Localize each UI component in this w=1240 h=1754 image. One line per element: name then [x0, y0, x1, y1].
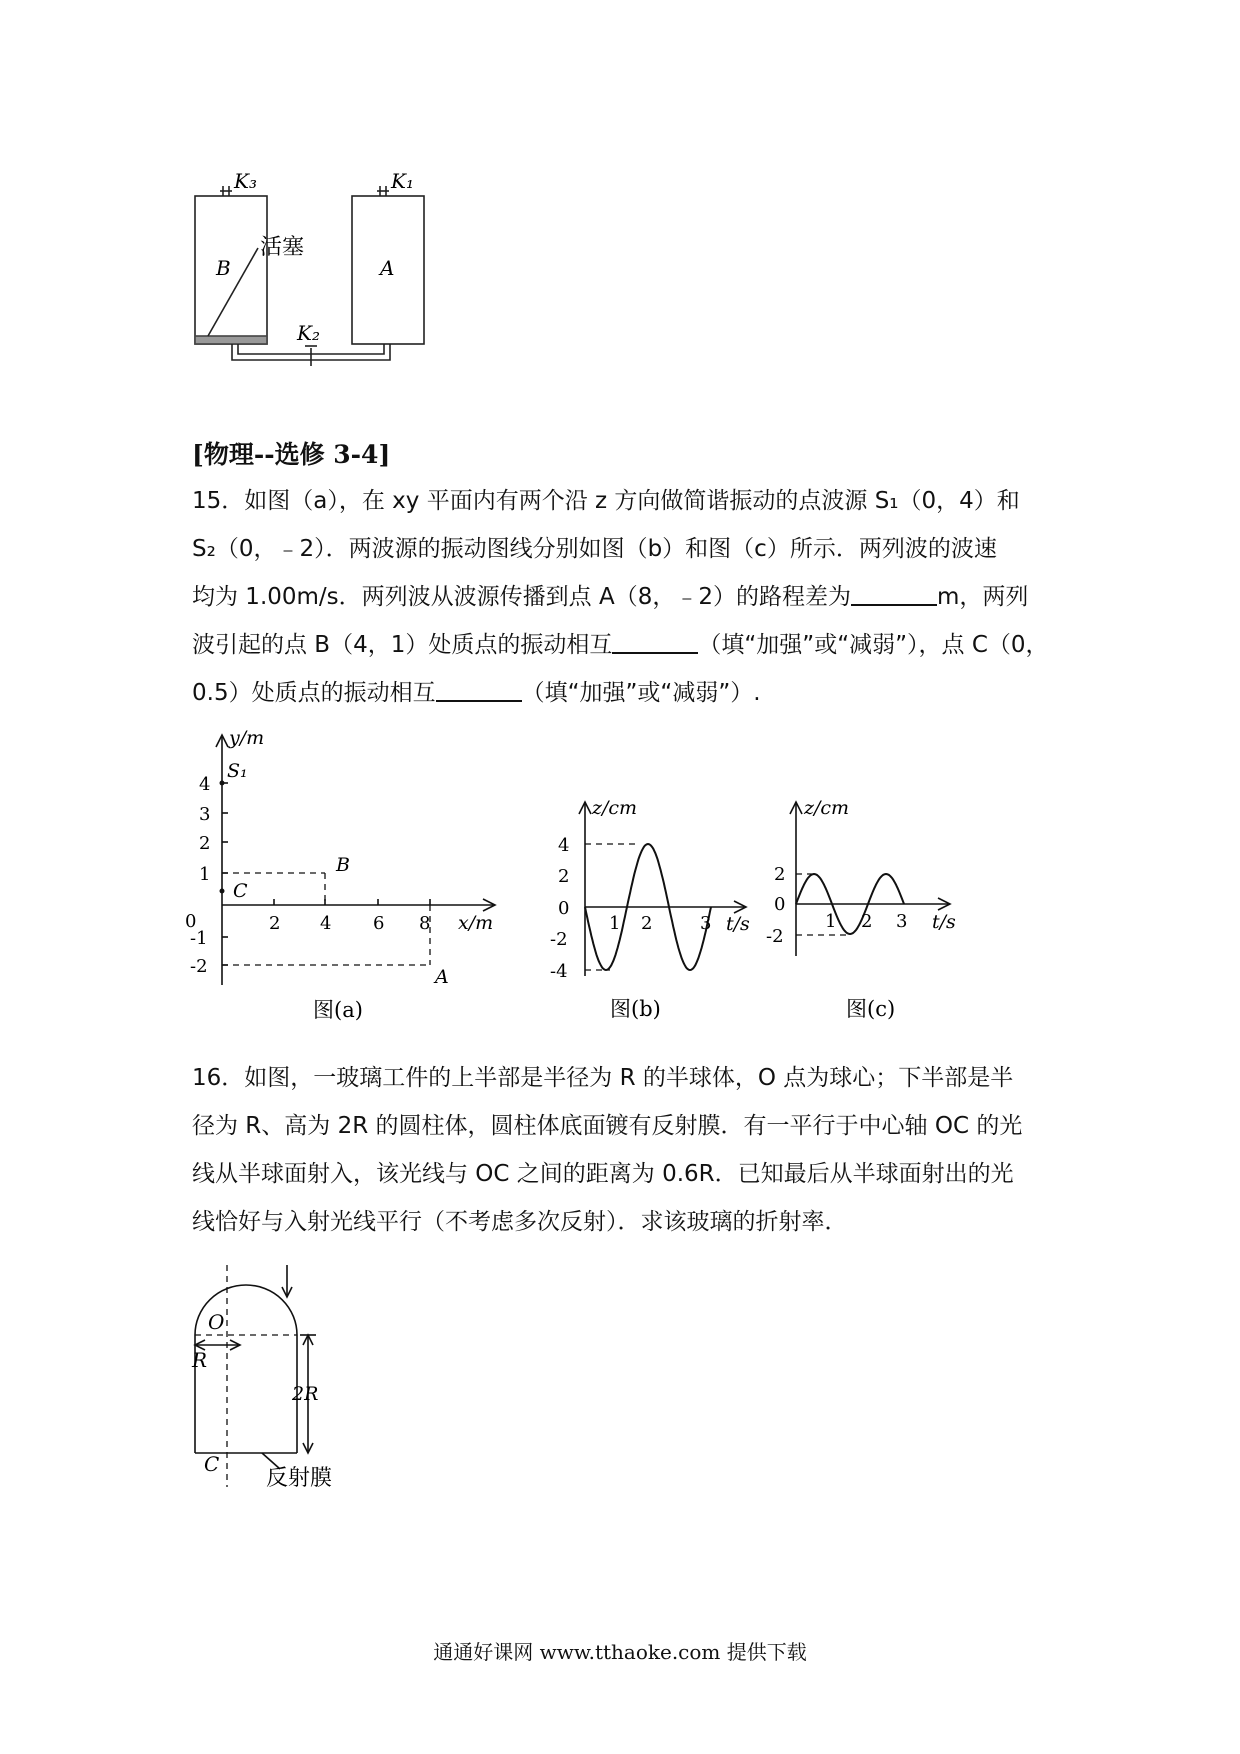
fig-c-xlabel: t/s — [932, 911, 956, 933]
fig-b-ylabel: z/cm — [592, 797, 638, 819]
fig-a-xtick: 6 — [373, 913, 385, 934]
fig-b-xtick: 3 — [700, 913, 712, 934]
tanks-diagram — [180, 160, 450, 370]
fig-b-caption: 图(b) — [610, 997, 661, 1021]
fig-b-ytick: 2 — [558, 866, 570, 887]
center-o-label: O — [208, 1310, 225, 1334]
fig-a-origin: 0 — [185, 911, 197, 932]
reflective-film-label: 反射膜 — [266, 1466, 333, 1491]
fig-c-xtick: 3 — [896, 911, 908, 932]
fig-a-ytick: 3 — [199, 804, 211, 825]
fig-a-xlabel: x/m — [458, 912, 494, 934]
footer-text: 通通好课网 www.tthaoke.com 提供下载 — [433, 1640, 807, 1664]
answer-blank-2[interactable] — [612, 630, 698, 654]
fig-a-xtick: 4 — [320, 913, 332, 934]
point-a-label: A — [435, 966, 449, 988]
fig-c-ytick: -2 — [766, 926, 784, 947]
fig-a-ytick: 2 — [199, 833, 211, 854]
fig-a-ylabel: y/m — [229, 727, 265, 749]
fig-b-ytick: -4 — [550, 961, 568, 982]
valve-k2-label: K₂ — [297, 321, 320, 345]
fig-b-xtick: 1 — [609, 913, 621, 934]
fig-a-ytick: 1 — [199, 864, 211, 885]
fig-b-ytick: -2 — [550, 929, 568, 950]
q15-line-4: 波引起的点 B（4，1）处质点的振动相互 （填“加强”或“减弱”），点 C（0， — [192, 632, 1049, 658]
answer-blank-3[interactable] — [436, 678, 522, 702]
height-2r-label: 2R — [292, 1383, 319, 1405]
point-c-label: C — [233, 880, 248, 902]
q15-line-1: 15．如图（a），在 xy 平面内有两个沿 z 方向做简谐振动的点波源 S₁（0，4）和 — [192, 488, 1020, 514]
q16-line-4: 线恰好与入射光线平行（不考虑多次反射）．求该玻璃的折射率． — [192, 1209, 848, 1235]
fig-c-ylabel: z/cm — [804, 797, 850, 819]
fig-b-ytick: 0 — [558, 898, 570, 919]
q15-line-5: 0.5）处质点的振动相互 （填“加强”或“减弱”）. — [192, 680, 761, 706]
fig-a-xtick: 8 — [419, 913, 431, 934]
radius-r-label: R — [192, 1348, 208, 1372]
fig-c-xtick: 1 — [825, 911, 837, 932]
point-s1-label: S₁ — [227, 760, 248, 782]
fig-c-ytick: 0 — [774, 894, 786, 915]
piston-label: 活塞 — [260, 235, 305, 260]
fig-b-ytick: 4 — [558, 835, 570, 856]
answer-blank-1[interactable] — [851, 582, 937, 606]
fig-a-ytick: -2 — [190, 956, 208, 977]
fig-a-ytick: -1 — [190, 928, 208, 949]
q15-line-3: 均为 1.00m/s．两列波从波源传播到点 A（8，﹣2）的路程差为 m，两列 — [192, 584, 1029, 610]
tank-b-label: B — [216, 256, 231, 280]
fig-c-xtick: 2 — [861, 911, 873, 932]
fig-a-xtick: 2 — [269, 913, 281, 934]
q16-line-3: 线从半球面射入，该光线与 OC 之间的距离为 0.6R．已知最后从半球面射出的光 — [192, 1161, 1014, 1187]
fig-c-ytick: 2 — [774, 864, 786, 885]
fig-b-xlabel: t/s — [726, 913, 750, 935]
q15-text — [192, 477, 1062, 717]
figure-a — [185, 725, 525, 1025]
fig-a-caption: 图(a) — [313, 998, 363, 1022]
q16-line-2: 径为 R、高为 2R 的圆柱体，圆柱体底面镀有反射膜．有一平行于中心轴 OC 的光 — [192, 1113, 1023, 1139]
tank-a-label: A — [380, 256, 395, 280]
figure-c — [760, 790, 960, 1030]
fig-b-xtick: 2 — [641, 913, 653, 934]
section-title: [物理--选修 3-4] — [192, 440, 391, 469]
q16-line-1: 16．如图，一玻璃工件的上半部是半径为 R 的半球体，O 点为球心；下半部是半 — [192, 1065, 1014, 1091]
glass-figure — [180, 1255, 380, 1510]
figure-b — [550, 790, 750, 1030]
fig-c-caption: 图(c) — [846, 997, 896, 1021]
q16-text — [192, 1054, 1062, 1246]
fig-a-ytick: 4 — [199, 774, 211, 795]
valve-k3-label: K₃ — [234, 169, 257, 193]
q15-line-2: S₂（0，﹣2）．两波源的振动图线分别如图（b）和图（c）所示．两列波的波速 — [192, 536, 997, 562]
point-b-label: B — [336, 854, 350, 876]
valve-k1-label: K₁ — [391, 169, 414, 193]
point-c-glass-label: C — [204, 1452, 220, 1476]
